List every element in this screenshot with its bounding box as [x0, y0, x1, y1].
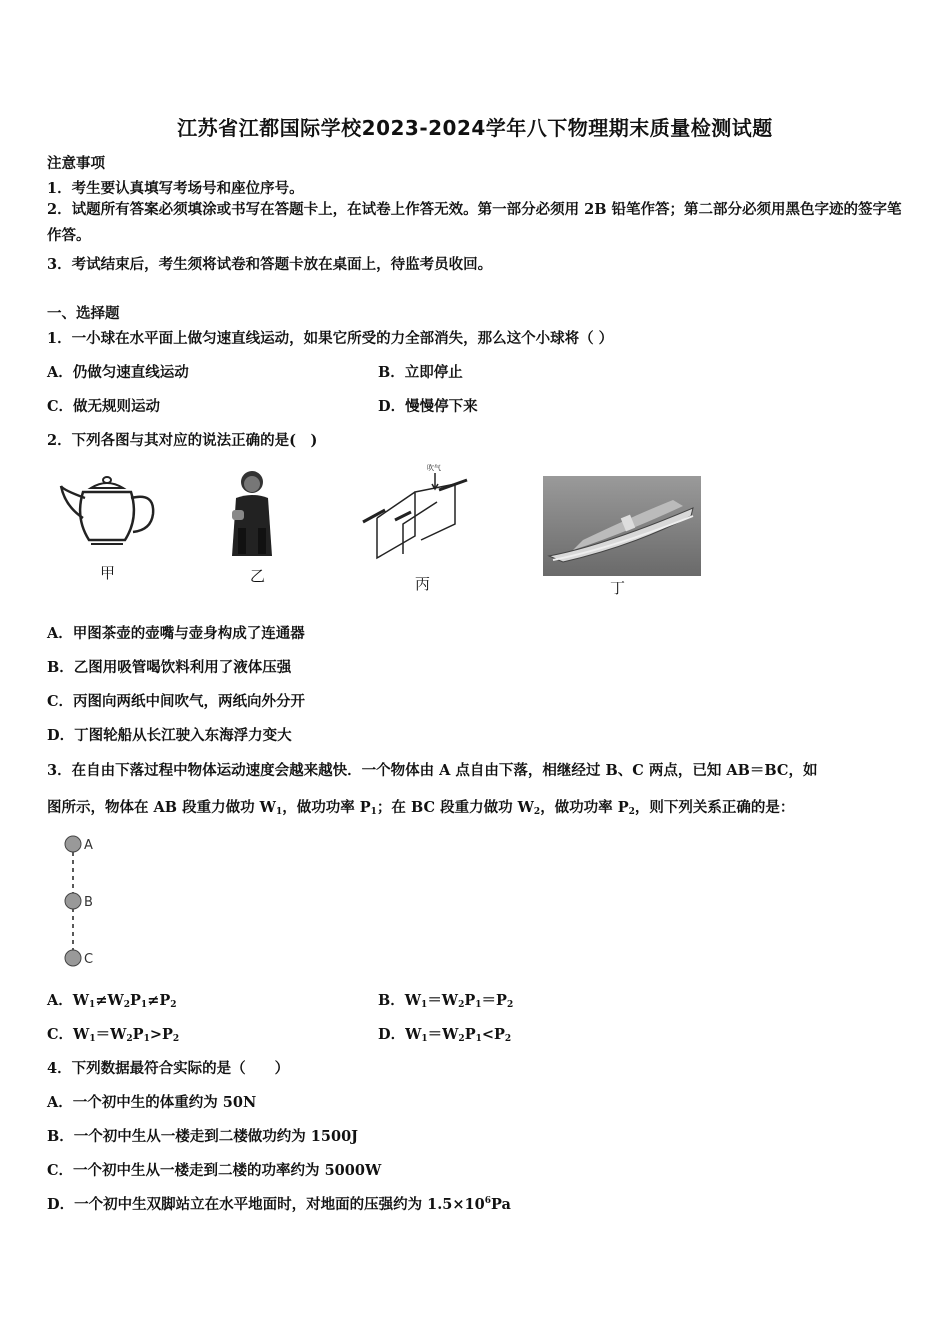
- free-fall-figure: [60, 832, 120, 972]
- blow-label: 吹气: [427, 464, 441, 472]
- q4-option-d: D．一个初中生双脚站立在水平地面时，对地面的压强约为 $1.5\times 10^6Pa$: [47, 1196, 511, 1213]
- q2-stem: 2．下列各图与其对应的说法正确的是( ): [47, 432, 318, 449]
- q1-option-c: C．做无规则运动: [47, 398, 161, 415]
- q3-option-a: A．$W_1\ne W_2P_1\ne P_2$: [47, 992, 177, 1010]
- point-b-ball: [65, 893, 81, 909]
- q1-option-a: A．仍做匀速直线运动: [47, 364, 189, 381]
- q1-stem: 1．一小球在水平面上做匀速直线运动，如果它所受的力全部消失，那么这个小球将（ ）: [47, 330, 614, 347]
- q1-option-d: D．慢慢停下来: [378, 398, 478, 415]
- notice-item-3: 3．考试结束后，考生须将试卷和答题卡放在桌面上，待监考员收回。: [47, 256, 493, 273]
- q3-stem-line2: 图所示，物体在 AB 段重力做功 $W_1$，做功功率 $P_1$；在 BC 段重力做功 $W_2$，做功功率 $P_2$，则下列关系正确的是：: [47, 799, 795, 817]
- notice-item-1: 1．考生要认真填写考场号和座位序号。: [47, 180, 304, 197]
- q2-option-b: B．乙图用吸管喝饮料利用了液体压强: [47, 659, 292, 676]
- q1-option-b: B．立即停止: [378, 364, 463, 381]
- point-b-label: B: [84, 895, 93, 910]
- q2-option-d: D．丁图轮船从长江驶入东海浮力变大: [47, 727, 292, 744]
- q2-option-a: A．甲图茶壶的壶嘴与壶身构成了连通器: [47, 625, 305, 642]
- q3-option-b: B．$W_1=W_2P_1=P_2$: [378, 992, 514, 1010]
- point-a-label: A: [84, 838, 93, 853]
- point-a-ball: [65, 836, 81, 852]
- notice-item-2: 2．试题所有答案必须填涂或书写在答题卡上，在试卷上作答无效。第一部分必须用 2B 铅笔作答；第二部分必须用黑色字迹的签字笔作答。: [47, 201, 902, 244]
- q4-option-c: C．一个初中生从一楼走到二楼的功率约为 5000W: [47, 1162, 382, 1179]
- q3-option-d: D．$W_1=W_2P_1<P_2$: [378, 1026, 512, 1044]
- caption-yi: 乙: [250, 567, 266, 585]
- caption-bing: 丙: [415, 575, 431, 593]
- ship-photo-figure: [543, 476, 701, 576]
- caption-ding: 丁: [610, 579, 626, 597]
- boy-drinking-figure: [220, 468, 285, 560]
- q4-option-b: B．一个初中生从一楼走到二楼做功约为 1500J: [47, 1128, 359, 1145]
- notice-heading: 注意事项: [47, 155, 105, 172]
- teapot-figure: [55, 470, 165, 555]
- caption-jia: 甲: [100, 564, 116, 582]
- q4-option-a: A．一个初中生的体重约为 50N: [47, 1094, 257, 1111]
- q4-stem: 4．下列数据最符合实际的是（ ）: [47, 1060, 290, 1077]
- two-papers-figure: [355, 462, 475, 562]
- point-c-label: C: [84, 952, 94, 967]
- page-title: 江苏省江都国际学校2023-2024学年八下物理期末质量检测试题: [177, 116, 773, 140]
- q3-option-c: C．$W_1=W_2P_1>P_2$: [47, 1026, 180, 1044]
- q3-stem-line1: 3．在自由下落过程中物体运动速度会越来越快．一个物体由 A 点自由下落，相继经过 B、C 两点，已知 AB＝BC，如: [47, 762, 818, 779]
- point-c-ball: [65, 950, 81, 966]
- q2-option-c: C．丙图向两纸中间吹气，两纸向外分开: [47, 693, 306, 710]
- section-heading: 一、选择题: [47, 305, 120, 322]
